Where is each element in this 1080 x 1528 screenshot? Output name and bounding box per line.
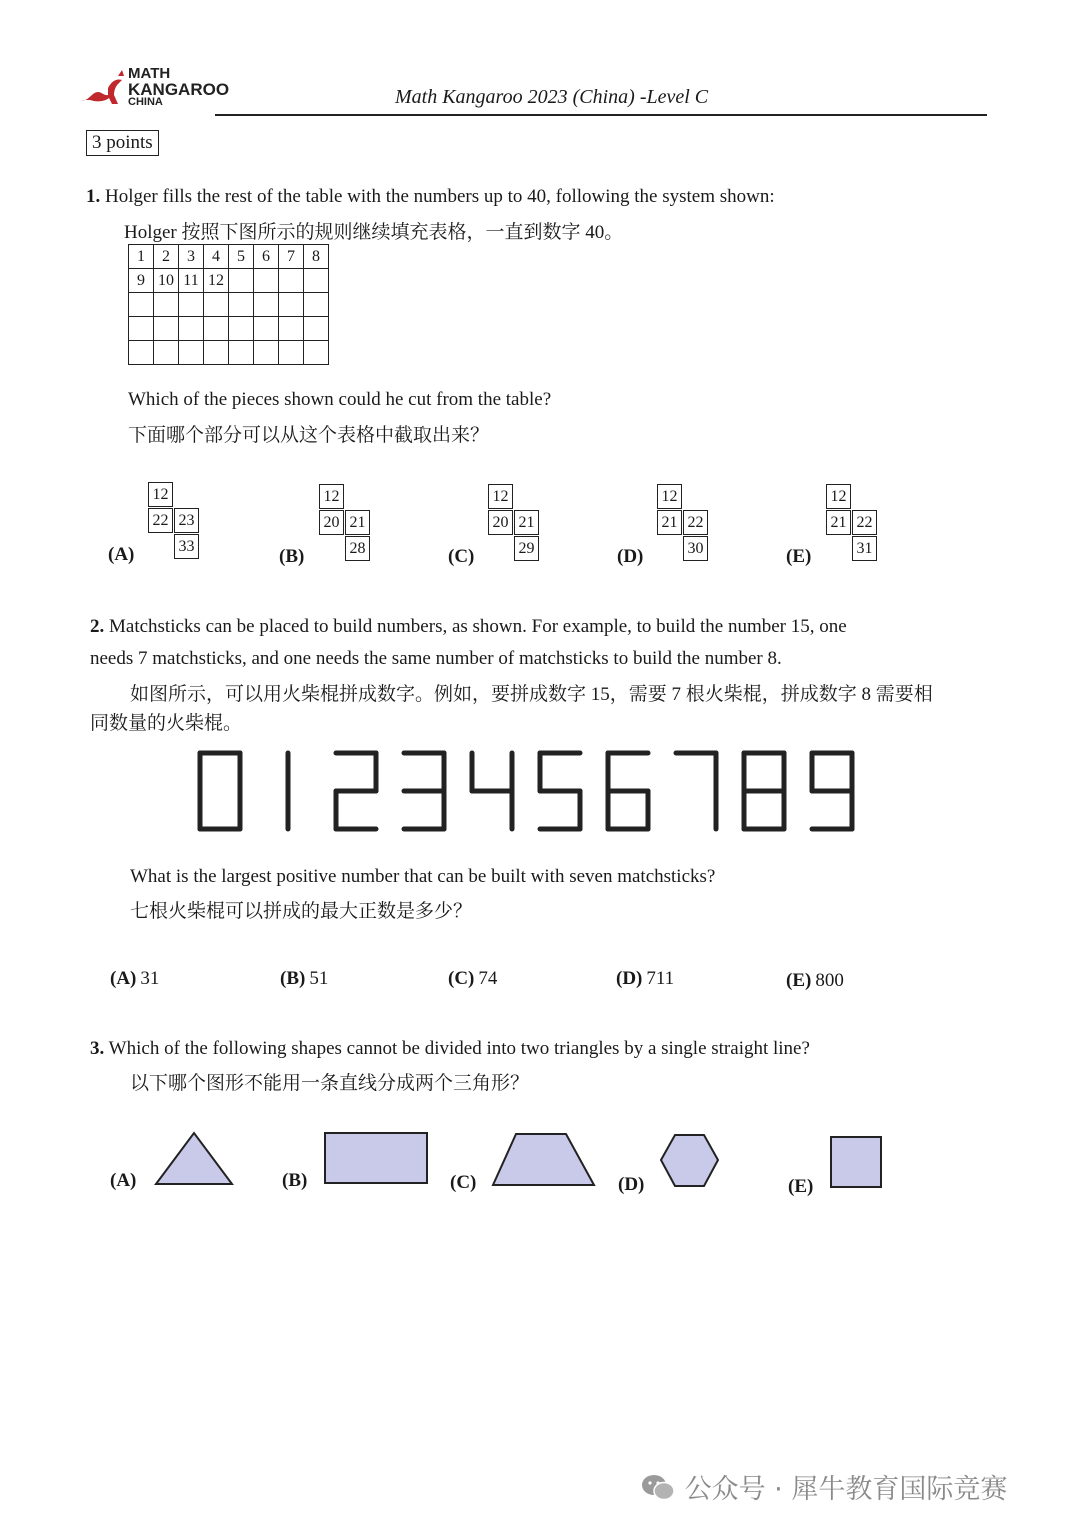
piece-cell: 28	[345, 536, 370, 561]
table-cell	[229, 317, 254, 341]
piece-cell: 12	[148, 482, 173, 507]
rectangle-shape	[322, 1130, 430, 1186]
q2-text-zh-line1: 如图所示，可以用火柴棍拼成数字。例如，要拼成数字 15，需要 7 根火柴棍，拼成数字 8 需要相	[130, 684, 933, 705]
trapezoid-shape	[490, 1130, 598, 1190]
table-cell: 3	[179, 245, 204, 269]
q3-number: 3.	[90, 1038, 105, 1059]
piece-cell: 21	[514, 510, 539, 535]
piece-cell: 12	[657, 484, 682, 509]
table-cell	[279, 341, 304, 365]
piece-cell: 12	[319, 484, 344, 509]
option-label: (E)	[788, 1176, 814, 1197]
q3-option-e[interactable]	[788, 1130, 888, 1196]
table-cell	[204, 293, 229, 317]
q2-prompt-en: Matchsticks can be placed to build numbers, as shown. For example, to build the number 15, one	[109, 616, 847, 637]
table-cell	[179, 293, 204, 317]
option-label: (C)	[448, 546, 475, 567]
table-row	[129, 269, 329, 293]
table-cell: 5	[229, 245, 254, 269]
q1-option-d[interactable]	[617, 484, 727, 566]
option-label: (B)	[279, 546, 305, 567]
q1-option-e[interactable]	[786, 484, 896, 566]
math-kangaroo-logo	[78, 62, 228, 112]
piece-cell: 12	[488, 484, 513, 509]
points-section-label: 3 points	[86, 130, 159, 156]
q1-option-c[interactable]	[448, 484, 558, 566]
option-label: (C)	[450, 1172, 477, 1193]
table-cell	[154, 317, 179, 341]
header-divider	[215, 114, 987, 116]
square-shape	[828, 1134, 886, 1192]
piece-cell: 22	[683, 510, 708, 535]
option-label: (E)	[786, 970, 812, 991]
q2-number: 2.	[90, 616, 105, 637]
logo-line-china: CHINA	[128, 96, 163, 108]
table-cell	[129, 341, 154, 365]
table-cell: 7	[279, 245, 304, 269]
q1-option-a[interactable]	[108, 482, 218, 564]
table-cell	[229, 269, 254, 293]
table-cell: 8	[304, 245, 329, 269]
table-cell	[154, 293, 179, 317]
q2-question-en: What is the largest positive number that can be built with seven matchsticks?	[130, 866, 716, 887]
table-cell	[254, 269, 279, 293]
piece-cell: 31	[852, 536, 877, 561]
table-cell	[304, 293, 329, 317]
kangaroo-icon	[78, 62, 128, 112]
option-label: (A)	[110, 1170, 137, 1191]
q3-option-c[interactable]	[450, 1130, 600, 1196]
option-label: (D)	[618, 1174, 645, 1195]
wechat-icon	[640, 1473, 676, 1503]
table-cell	[304, 269, 329, 293]
hexagon-shape	[658, 1132, 722, 1190]
table-row	[129, 245, 329, 269]
piece-cell: 22	[148, 508, 173, 533]
matchstick-digits	[190, 745, 870, 840]
q2-question-zh: 七根火柴棍可以拼成的最大正数是多少？	[130, 901, 473, 922]
matchstick-digit-8	[744, 753, 784, 829]
q2-option-e[interactable]	[786, 970, 844, 992]
table-cell	[254, 317, 279, 341]
table-cell: 11	[179, 269, 204, 293]
triangle-shape	[154, 1130, 236, 1190]
q2-option-d[interactable]	[616, 968, 674, 990]
piece-cell: 33	[174, 534, 199, 559]
table-cell	[154, 341, 179, 365]
q1-text-zh: Holger 按照下图所示的规则继续填充表格，一直到数字 40。	[124, 222, 624, 243]
table-cell: 1	[129, 245, 154, 269]
piece-cell: 21	[345, 510, 370, 535]
table-cell: 9	[129, 269, 154, 293]
q3-option-d[interactable]	[618, 1130, 728, 1196]
table-cell	[304, 317, 329, 341]
page-header-title: Math Kangaroo 2023 (China) -Level C	[395, 86, 709, 108]
matchstick-digit-7	[676, 753, 716, 829]
q3-option-a[interactable]	[110, 1130, 240, 1196]
q1-number: 1.	[86, 186, 101, 207]
matchstick-digit-6	[608, 753, 648, 829]
table-cell	[279, 317, 304, 341]
q3-prompt-en: Which of the following shapes cannot be divided into two triangles by a single straight line?	[108, 1038, 810, 1059]
q1-option-b[interactable]	[279, 484, 389, 566]
matchstick-digit-9	[812, 753, 852, 829]
matchstick-digit-4	[472, 753, 512, 829]
matchstick-digit-3	[404, 753, 444, 829]
option-label: (A)	[110, 968, 137, 989]
logo-line-math: MATH	[128, 65, 171, 82]
option-label: (B)	[280, 968, 306, 989]
piece-cell: 21	[657, 510, 682, 535]
q2-option-a[interactable]	[110, 968, 159, 990]
table-row	[129, 341, 329, 365]
option-label: (D)	[616, 968, 643, 989]
q3-text-zh: 以下哪个图形不能用一条直线分成两个三角形？	[130, 1073, 530, 1094]
table-cell: 6	[254, 245, 279, 269]
matchstick-digit-2	[336, 753, 376, 829]
option-label: (B)	[282, 1170, 308, 1191]
option-value: 74	[478, 968, 498, 989]
q1-number-table	[128, 244, 329, 365]
table-cell	[279, 293, 304, 317]
table-cell	[204, 317, 229, 341]
q1-question-zh: 下面哪个部分可以从这个表格中截取出来？	[128, 425, 490, 446]
q2-option-b[interactable]	[280, 968, 328, 990]
table-cell	[179, 317, 204, 341]
option-label: (E)	[786, 546, 812, 567]
table-cell: 2	[154, 245, 179, 269]
piece-cell: 22	[852, 510, 877, 535]
option-value: 51	[309, 968, 329, 989]
q2-text-en-line1	[90, 616, 847, 638]
table-row	[129, 293, 329, 317]
option-value: 711	[646, 968, 675, 989]
option-label: (A)	[108, 544, 135, 565]
table-row	[129, 317, 329, 341]
table-cell: 10	[154, 269, 179, 293]
table-cell	[304, 341, 329, 365]
table-cell: 12	[204, 269, 229, 293]
q3-option-b[interactable]	[282, 1130, 432, 1196]
table-cell: 4	[204, 245, 229, 269]
q2-text-zh-line2: 同数量的火柴棍。	[90, 713, 243, 734]
q2-option-c[interactable]	[448, 968, 497, 990]
q2-text-en-line2: needs 7 matchsticks, and one needs the same number of matchsticks to build the number 8.	[90, 648, 782, 669]
table-cell	[129, 317, 154, 341]
piece-cell: 30	[683, 536, 708, 561]
option-label: (C)	[448, 968, 475, 989]
option-value: 800	[815, 970, 844, 991]
piece-cell: 21	[826, 510, 851, 535]
table-cell	[229, 341, 254, 365]
piece-cell: 23	[174, 508, 199, 533]
q1-prompt-en: Holger fills the rest of the table with the numbers up to 40, following the system shown:	[105, 186, 775, 207]
piece-cell: 12	[826, 484, 851, 509]
table-cell	[254, 341, 279, 365]
matchstick-digit-5	[540, 753, 580, 829]
q1-text-en	[86, 186, 775, 208]
table-cell	[204, 341, 229, 365]
option-label: (D)	[617, 546, 644, 567]
q3-text-en	[90, 1038, 810, 1060]
table-cell	[254, 293, 279, 317]
piece-cell: 20	[319, 510, 344, 535]
table-cell	[129, 293, 154, 317]
matchstick-digit-0	[200, 753, 240, 829]
q1-question-en: Which of the pieces shown could he cut from the table?	[128, 389, 552, 410]
piece-cell: 29	[514, 536, 539, 561]
watermark-text: 公众号 · 犀牛教育国际竞赛	[684, 1474, 1008, 1505]
logo-line-kangaroo: KANGAROO	[128, 80, 230, 99]
piece-cell: 20	[488, 510, 513, 535]
watermark	[640, 1467, 1007, 1506]
table-cell	[229, 293, 254, 317]
table-cell	[279, 269, 304, 293]
table-cell	[179, 341, 204, 365]
option-value: 31	[140, 968, 160, 989]
